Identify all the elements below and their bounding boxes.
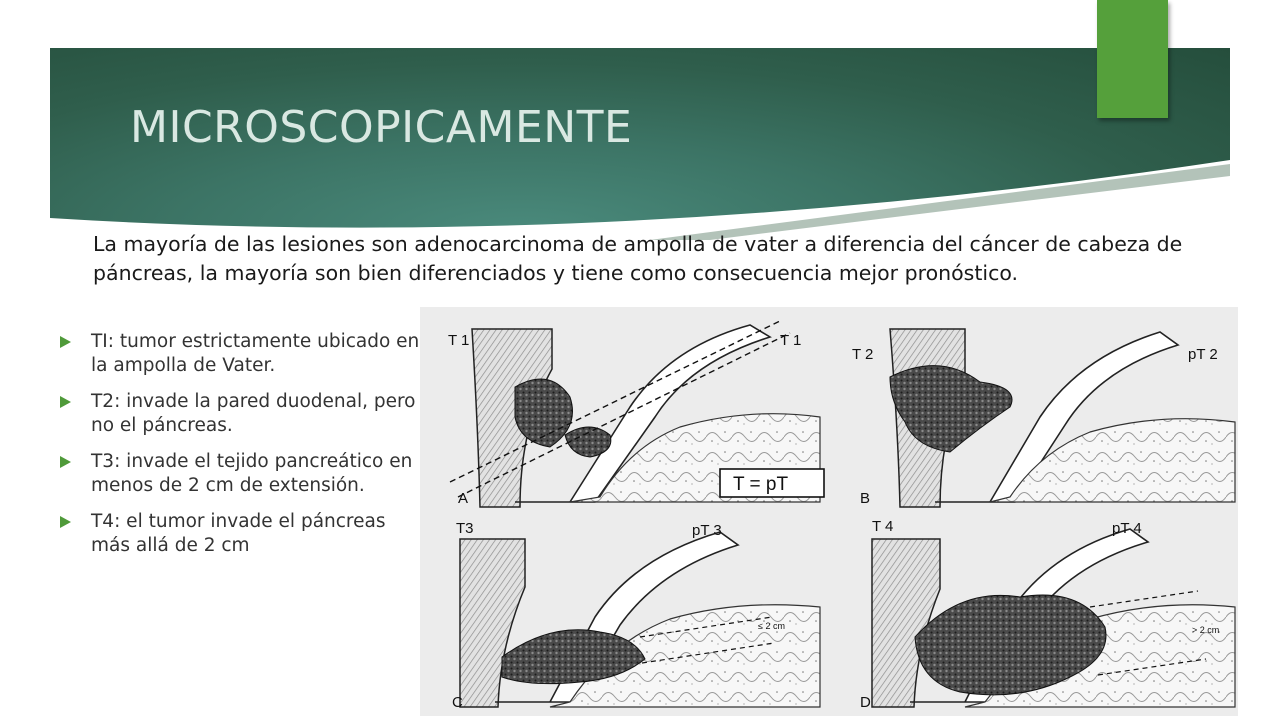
panel-b-right-label: pT 2 [1188,346,1218,363]
bullet-text: T3: invade el tejido pancreático en menos de 2 cm de extensión. [91,451,413,496]
panel-a-left-label: T 1 [448,332,470,349]
tumor-staging-figure [420,307,1238,716]
panel-d [860,518,1235,711]
bullet-text: TI: tumor estrictamente ubicado en la ampolla de Vater. [91,331,420,376]
band-curve [50,160,1230,240]
panel-c [452,520,820,711]
panel-a-letter: A [458,490,469,507]
panel-c-right-label: pT 3 [692,522,722,539]
panel-d-right-label: pT 4 [1112,520,1142,537]
panel-b-letter: B [860,490,871,507]
arrow-bullet-icon [60,396,71,408]
panel-d-measure: > 2 cm [1192,625,1220,635]
panel-c-letter: C [452,694,463,711]
bullet-item-t2 [60,390,420,438]
bullet-list [60,330,420,570]
panel-c-measure: ≤ 2 cm [758,621,785,631]
arrow-bullet-icon [60,516,71,528]
equation-label: T = pT [733,474,789,495]
intro-paragraph: La mayoría de las lesiones son adenocarcinoma de ampolla de vater a diferencia del cáncer de cabeza de páncreas, la mayoría son bien diferenciados y tiene como consecuencia mejor pronóstico. [93,232,1183,285]
slide-title: MICROSCOPICAMENTE [130,102,633,153]
panel-c-left-label: T3 [456,520,474,537]
bullet-text: T2: invade la pared duodenal, pero no el páncreas. [91,391,416,436]
panel-a [448,321,824,507]
green-accent-tab [1097,0,1168,118]
bullet-item-t1 [60,330,420,378]
tumor-mass-secondary [565,427,611,457]
panel-d-letter: D [860,694,871,711]
figure-drawing [420,307,1238,716]
bullet-text: T4: el tumor invade el páncreas más allá de 2 cm [91,511,386,556]
arrow-bullet-icon [60,456,71,468]
duodenal-wall [460,539,525,707]
panel-a-right-label: T 1 [780,332,802,349]
panel-b-left-label: T 2 [852,346,874,363]
bullet-item-t3 [60,450,420,498]
bullet-item-t4 [60,510,420,558]
panel-d-left-label: T 4 [872,518,894,535]
title-band [50,48,1230,240]
arrow-bullet-icon [60,336,71,348]
panel-b [852,329,1235,507]
